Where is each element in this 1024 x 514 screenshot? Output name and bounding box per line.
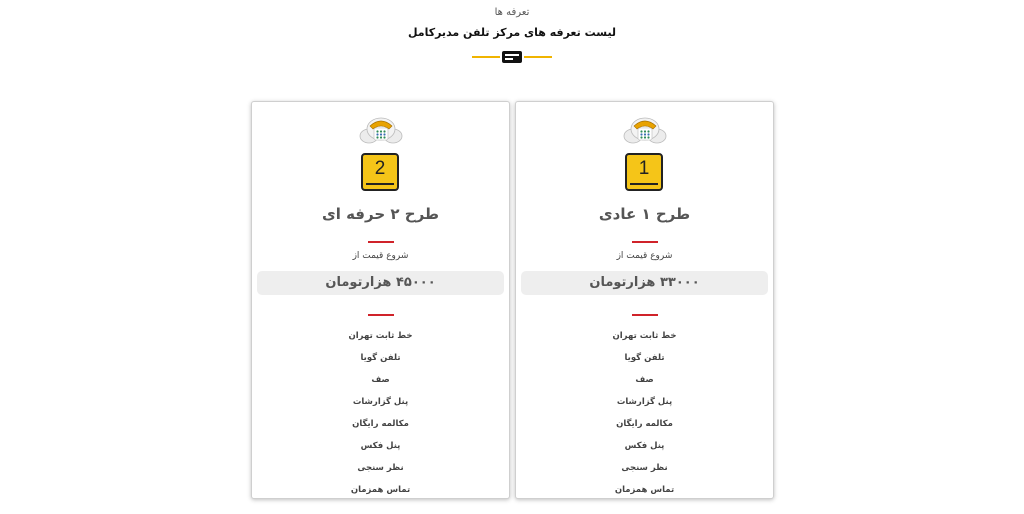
plan-card-2 <box>251 101 510 499</box>
feature-item: مکالمه رایگان <box>616 419 673 429</box>
plan-number: 1 <box>638 158 650 179</box>
price-box <box>521 271 768 295</box>
plan-divider <box>368 241 394 243</box>
credit-card-icon <box>500 49 524 65</box>
feature-item: پنل گزارشات <box>616 397 673 407</box>
start-price-label: شروع قیمت از <box>352 251 409 261</box>
plan-divider <box>632 314 658 316</box>
plan-divider <box>368 314 394 316</box>
price-box <box>257 271 504 295</box>
plan-divider <box>632 241 658 243</box>
feature-item: خط ثابت تهران <box>348 331 413 341</box>
feature-item: صف <box>371 375 390 385</box>
plan-card-1 <box>515 101 774 499</box>
plan-number-badge <box>361 153 399 191</box>
feature-item: پنل فکس <box>624 441 665 451</box>
plan-name: طرح ۲ حرفه ای <box>321 205 440 223</box>
feature-item: مکالمه رایگان <box>352 419 409 429</box>
section-kicker: تعرفه ها <box>494 7 530 18</box>
feature-item: پنل فکس <box>360 441 401 451</box>
plan-name: طرح ۱ عادی <box>598 205 691 223</box>
feature-item: تماس همزمان <box>614 485 675 495</box>
feature-item: نظر سنجی <box>357 463 404 473</box>
start-price-label: شروع قیمت از <box>616 251 673 261</box>
feature-list <box>516 325 773 501</box>
plan-price: ۳۳۰۰۰ هزارتومان <box>589 275 700 290</box>
feature-item: خط ثابت تهران <box>612 331 677 341</box>
feature-item: تماس همزمان <box>350 485 411 495</box>
phone-cloud-icon <box>623 114 667 148</box>
feature-item: صف <box>635 375 654 385</box>
feature-list <box>252 325 509 501</box>
feature-item: تلفن گویا <box>360 353 401 363</box>
phone-cloud-icon <box>359 114 403 148</box>
feature-item: تلفن گویا <box>624 353 665 363</box>
feature-item: نظر سنجی <box>621 463 668 473</box>
plan-number: 2 <box>374 158 386 179</box>
section-title: لیست تعرفه های مرکز تلفن مدیرکامل <box>407 26 617 39</box>
feature-item: پنل گزارشات <box>352 397 409 407</box>
plan-number-badge <box>625 153 663 191</box>
plan-price: ۴۵۰۰۰ هزارتومان <box>325 275 436 290</box>
